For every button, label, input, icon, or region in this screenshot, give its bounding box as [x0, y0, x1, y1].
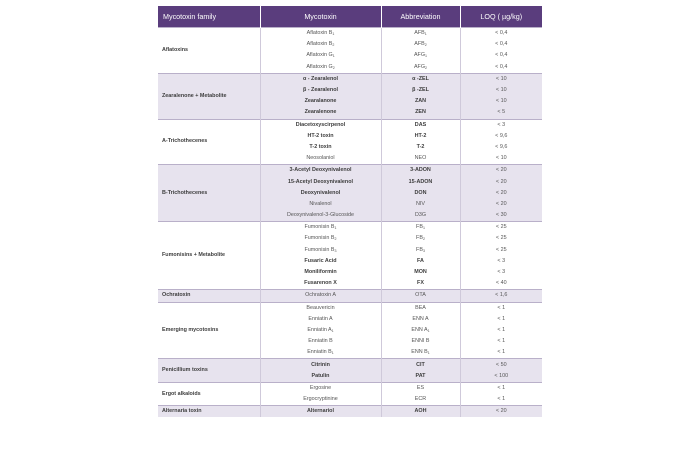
abbreviation-text: FX: [417, 280, 424, 287]
header-mycotoxin: Mycotoxin: [260, 6, 381, 28]
family-cell: Penicillium toxins: [158, 359, 260, 382]
abbreviation-text: FB: [416, 235, 423, 242]
loq-cell: < 1: [460, 302, 542, 314]
abbreviation-text: MON: [414, 269, 427, 276]
mycotoxin-text: Aflatoxin G: [306, 63, 333, 70]
abbreviation-cell: [381, 371, 460, 383]
abbreviation-cell: [381, 302, 460, 314]
abbreviation-text: T-2: [416, 143, 425, 150]
mycotoxin-cell: [260, 50, 381, 61]
loq-cell: < 10: [460, 153, 542, 165]
abbreviation-cell: [381, 347, 460, 359]
abbreviation-text: PAT: [415, 372, 426, 379]
abbreviation-text: 3-ADON: [410, 167, 431, 174]
loq-cell: < 1: [460, 314, 542, 325]
loq-cell: < 100: [460, 371, 542, 383]
abbreviation-text: AFG: [413, 63, 426, 70]
abbreviation-cell: [381, 50, 460, 61]
loq-cell: < 10: [460, 85, 542, 96]
abbreviation-text: OTA: [415, 292, 426, 299]
mycotoxin-subscript: 1: [331, 328, 334, 333]
table-row: [158, 73, 542, 85]
mycotoxin-cell: [260, 267, 381, 278]
mycotoxin-text: Deoxynivalenol-3-Glucoside: [286, 212, 355, 219]
mycotoxin-subscript: 1: [332, 54, 335, 59]
mycotoxin-text: Fumonisin B: [304, 246, 335, 253]
mycotoxin-table-container: [158, 6, 542, 417]
mycotoxin-cell: [260, 188, 381, 199]
family-cell: A-Trichothecenes: [158, 119, 260, 165]
abbreviation-cell: [381, 165, 460, 177]
mycotoxin-cell: [260, 39, 381, 50]
abbreviation-text: α -ZEL: [412, 75, 429, 82]
mycotoxin-text: Beauvericin: [306, 304, 335, 311]
mycotoxin-subscript: 2: [332, 65, 335, 70]
table-row: [158, 406, 542, 418]
mycotoxin-cell: [260, 73, 381, 85]
mycotoxin-text: Enniatin B: [307, 349, 332, 356]
header-row: [158, 6, 542, 28]
loq-cell: < 1: [460, 382, 542, 394]
loq-cell: < 3: [460, 267, 542, 278]
loq-cell: < 1: [460, 336, 542, 347]
abbreviation-text: ENN A: [412, 315, 429, 322]
mycotoxin-text: Neosolaniol: [306, 155, 335, 162]
table-row: [158, 359, 542, 371]
mycotoxin-cell: [260, 165, 381, 177]
abbreviation-cell: [381, 233, 460, 244]
mycotoxin-text: T-2 toxin: [309, 143, 332, 150]
abbreviation-subscript: 1: [422, 226, 425, 231]
abbreviation-text: D3G: [414, 212, 427, 219]
abbreviation-cell: [381, 153, 460, 165]
mycotoxin-text: Ochratoxin A: [305, 292, 336, 299]
mycotoxin-cell: [260, 245, 381, 256]
abbreviation-text: ENN B: [411, 349, 428, 356]
loq-cell: < 10: [460, 96, 542, 107]
mycotoxin-cell: [260, 359, 381, 371]
abbreviation-subscript: 1: [427, 351, 430, 356]
loq-cell: < 0,4: [460, 62, 542, 74]
table-row: [158, 302, 542, 314]
loq-cell: < 20: [460, 165, 542, 177]
abbreviation-cell: [381, 290, 460, 302]
abbreviation-cell: [381, 382, 460, 394]
abbreviation-text: ZAN: [414, 98, 427, 105]
abbreviation-cell: [381, 188, 460, 199]
mycotoxin-cell: [260, 233, 381, 244]
mycotoxin-cell: [260, 119, 381, 131]
loq-cell: < 20: [460, 188, 542, 199]
mycotoxin-subscript: 2: [334, 237, 337, 242]
abbreviation-cell: [381, 406, 460, 418]
mycotoxin-text: Deoxynivalenol: [300, 189, 341, 196]
abbreviation-cell: [381, 28, 460, 40]
abbreviation-cell: [381, 142, 460, 153]
header-family: Mycotoxin family: [158, 6, 260, 28]
loq-cell: < 1: [460, 325, 542, 336]
mycotoxin-cell: [260, 131, 381, 142]
abbreviation-text: BEA: [415, 304, 426, 311]
mycotoxin-cell: [260, 199, 381, 210]
loq-cell: < 5: [460, 107, 542, 119]
abbreviation-cell: [381, 73, 460, 85]
mycotoxin-cell: [260, 406, 381, 418]
abbreviation-subscript: 1: [425, 54, 428, 59]
mycotoxin-cell: [260, 142, 381, 153]
family-cell: Aflatoxins: [158, 28, 260, 74]
mycotoxin-cell: [260, 314, 381, 325]
abbreviation-text: FA: [417, 257, 424, 264]
mycotoxin-text: Fumonisin B: [304, 224, 335, 231]
abbreviation-text: NIV: [416, 200, 425, 207]
loq-cell: < 25: [460, 222, 542, 234]
family-cell: Alternaria toxin: [158, 406, 260, 418]
mycotoxin-cell: [260, 210, 381, 222]
abbreviation-text: ES: [416, 384, 425, 391]
loq-cell: < 25: [460, 245, 542, 256]
mycotoxin-subscript: 2: [332, 43, 335, 48]
mycotoxin-text: α - Zearalenol: [302, 75, 339, 82]
table-row: [158, 165, 542, 177]
mycotoxin-text: Ergocryptinine: [303, 396, 338, 403]
table-row: [158, 382, 542, 394]
mycotoxin-text: Alternariol: [307, 408, 334, 415]
table-row: [158, 222, 542, 234]
abbreviation-text: ENN A: [411, 326, 428, 333]
mycotoxin-cell: [260, 62, 381, 74]
table-row: [158, 28, 542, 40]
abbreviation-text: AFB: [414, 30, 425, 37]
mycotoxin-text: Aflatoxin B: [306, 41, 333, 48]
mycotoxin-text: Aflatoxin G: [306, 52, 333, 59]
mycotoxin-text: Fusarenon X: [304, 280, 337, 287]
abbreviation-text: FB: [416, 246, 423, 253]
mycotoxin-text: Zearalenone: [304, 109, 337, 116]
abbreviation-text: FB: [416, 224, 423, 231]
loq-cell: < 9,6: [460, 131, 542, 142]
mycotoxin-subscript: 3: [334, 248, 337, 253]
abbreviation-subscript: 2: [422, 237, 425, 242]
loq-cell: < 1: [460, 394, 542, 406]
abbreviation-text: CIT: [416, 361, 425, 368]
abbreviation-cell: [381, 222, 460, 234]
mycotoxin-subscript: 1: [334, 226, 337, 231]
family-cell: Ergot alkaloids: [158, 382, 260, 405]
abbreviation-cell: [381, 62, 460, 74]
abbreviation-text: AOH: [414, 408, 427, 415]
abbreviation-text: AFB: [414, 41, 425, 48]
mycotoxin-text: Enniatin B: [308, 338, 333, 345]
family-cell: Emerging mycotoxins: [158, 302, 260, 359]
abbreviation-cell: [381, 210, 460, 222]
loq-cell: < 30: [460, 210, 542, 222]
mycotoxin-cell: [260, 302, 381, 314]
mycotoxin-cell: [260, 325, 381, 336]
abbreviation-cell: [381, 85, 460, 96]
abbreviation-cell: [381, 199, 460, 210]
abbreviation-cell: [381, 96, 460, 107]
mycotoxin-subscript: 1: [332, 32, 335, 37]
table-body: [158, 28, 542, 418]
mycotoxin-text: Diacetoxyscirpenol: [295, 121, 346, 128]
mycotoxin-text: Enniatin A: [308, 315, 333, 322]
mycotoxin-cell: [260, 382, 381, 394]
loq-cell: < 9,6: [460, 142, 542, 153]
mycotoxin-subscript: 1: [331, 351, 334, 356]
family-cell: Ochratoxin: [158, 290, 260, 302]
loq-cell: < 50: [460, 359, 542, 371]
abbreviation-text: DON: [414, 189, 427, 196]
header-abbreviation: Abbreviation: [381, 6, 460, 28]
abbreviation-subscript: 1: [427, 328, 430, 333]
loq-cell: < 40: [460, 278, 542, 290]
header-loq: LOQ ( µg/kg): [460, 6, 542, 28]
abbreviation-text: β -ZEL: [412, 87, 429, 94]
family-cell: Zearalenone + Metabolite: [158, 73, 260, 119]
mycotoxin-text: Nivalenol: [309, 200, 332, 207]
loq-cell: < 20: [460, 199, 542, 210]
mycotoxin-text: HT-2 toxin: [307, 132, 334, 139]
mycotoxin-text: 3-Acetyl Deoxynivalenol: [289, 167, 352, 174]
mycotoxin-cell: [260, 394, 381, 406]
abbreviation-cell: [381, 325, 460, 336]
mycotoxin-text: Aflatoxin B: [306, 30, 333, 37]
loq-cell: < 20: [460, 176, 542, 187]
mycotoxin-cell: [260, 278, 381, 290]
abbreviation-cell: [381, 176, 460, 187]
loq-cell: < 0,4: [460, 28, 542, 40]
loq-cell: < 3: [460, 119, 542, 131]
mycotoxin-text: Citrinin: [311, 361, 330, 368]
mycotoxin-cell: [260, 153, 381, 165]
mycotoxin-text: 15-Acetyl Deoxynivalenol: [287, 178, 353, 185]
abbreviation-text: ZEN: [415, 109, 426, 116]
abbreviation-cell: [381, 314, 460, 325]
loq-cell: < 10: [460, 73, 542, 85]
mycotoxin-cell: [260, 336, 381, 347]
abbreviation-cell: [381, 278, 460, 290]
loq-cell: < 0,4: [460, 50, 542, 61]
mycotoxin-text: Enniatin A: [307, 326, 332, 333]
mycotoxin-cell: [260, 290, 381, 302]
abbreviation-cell: [381, 394, 460, 406]
abbreviation-text: ECR: [414, 396, 427, 403]
abbreviation-cell: [381, 256, 460, 267]
abbreviation-subscript: 2: [424, 43, 427, 48]
loq-cell: < 1: [460, 347, 542, 359]
mycotoxin-text: Fusaric Acid: [304, 257, 337, 264]
table-row: [158, 290, 542, 302]
abbreviation-cell: [381, 131, 460, 142]
mycotoxin-cell: [260, 176, 381, 187]
mycotoxin-text: Ergosine: [309, 384, 332, 391]
mycotoxin-cell: [260, 347, 381, 359]
loq-cell: < 1,6: [460, 290, 542, 302]
mycotoxin-text: Fumonisin B: [304, 235, 335, 242]
abbreviation-cell: [381, 107, 460, 119]
abbreviation-cell: [381, 267, 460, 278]
abbreviation-cell: [381, 336, 460, 347]
loq-cell: < 20: [460, 406, 542, 418]
loq-cell: < 25: [460, 233, 542, 244]
abbreviation-text: ENNI B: [411, 338, 430, 345]
loq-cell: < 0,4: [460, 39, 542, 50]
table-row: [158, 119, 542, 131]
abbreviation-text: NEO: [414, 155, 427, 162]
mycotoxin-cell: [260, 371, 381, 383]
abbreviation-text: DAS: [414, 121, 427, 128]
abbreviation-subscript: 2: [425, 65, 428, 70]
abbreviation-text: HT-2: [414, 132, 427, 139]
abbreviation-text: AFG: [413, 52, 426, 59]
abbreviation-subscript: 1: [424, 32, 427, 37]
mycotoxin-cell: [260, 222, 381, 234]
abbreviation-cell: [381, 39, 460, 50]
abbreviation-cell: [381, 119, 460, 131]
mycotoxin-text: Moniliformin: [304, 269, 337, 276]
loq-cell: < 3: [460, 256, 542, 267]
abbreviation-text: 15-ADON: [408, 178, 433, 185]
mycotoxin-cell: [260, 107, 381, 119]
mycotoxin-cell: [260, 85, 381, 96]
abbreviation-cell: [381, 359, 460, 371]
mycotoxin-text: Patulin: [311, 372, 330, 379]
mycotoxin-cell: [260, 256, 381, 267]
mycotoxin-cell: [260, 96, 381, 107]
mycotoxin-cell: [260, 28, 381, 40]
family-cell: B-Trichothecenes: [158, 165, 260, 222]
mycotoxin-text: β - Zearalenol: [302, 87, 339, 94]
family-cell: Fumonisins + Metabolite: [158, 222, 260, 290]
abbreviation-cell: [381, 245, 460, 256]
mycotoxin-table: [158, 6, 542, 417]
abbreviation-subscript: 3: [422, 248, 425, 253]
mycotoxin-text: Zearalanone: [304, 98, 337, 105]
